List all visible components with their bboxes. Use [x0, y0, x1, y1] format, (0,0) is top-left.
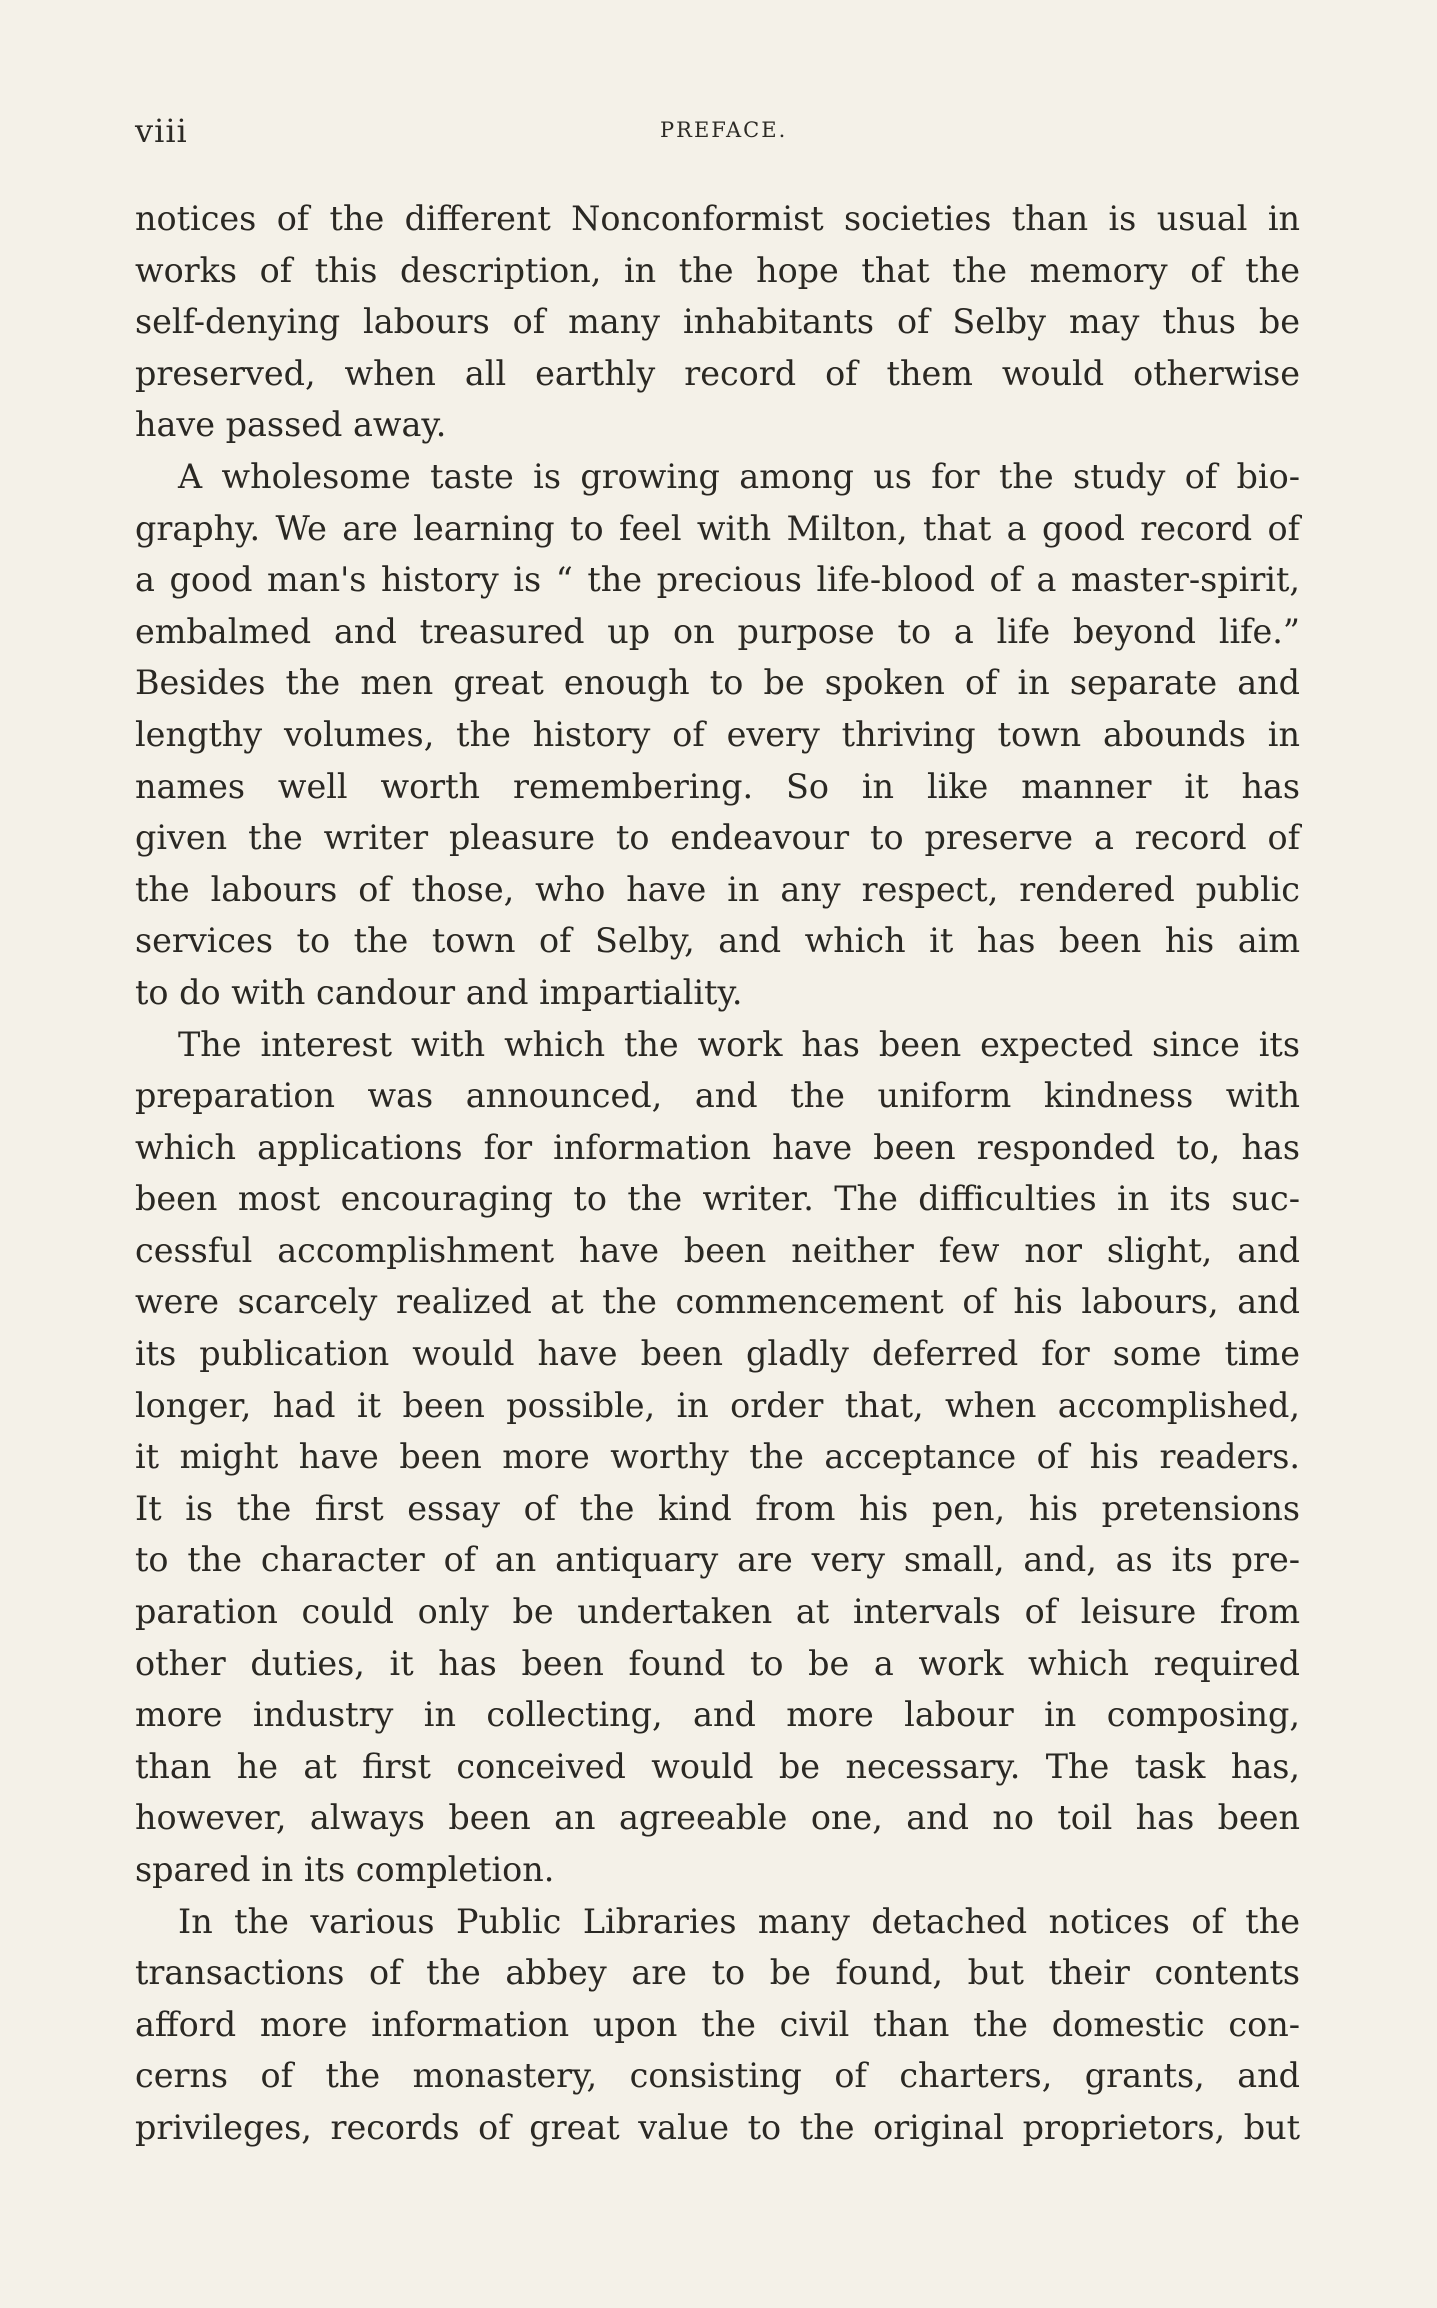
text-line: to the character of an antiquary are very small, and, as its pre-: [135, 1540, 1300, 1580]
text-line: works of this description, in the hope that the memory of the: [135, 250, 1300, 290]
text-line: to do with candour and impartiality.: [135, 972, 743, 1012]
text-line: The interest with which the work has been expected since its: [178, 1024, 1300, 1064]
text-line: preparation was announced, and the uniform kindness with: [135, 1076, 1300, 1116]
text-line: spared in its completion.: [135, 1850, 555, 1889]
running-head: [135, 112, 1295, 152]
text-line: transactions of the abbey are to be found, but their contents: [135, 1953, 1300, 1993]
text-line: than he at first conceived would be necessary. The task has,: [135, 1746, 1300, 1786]
text-line: privileges, records of great value to the original proprietors, but: [135, 2107, 1300, 2147]
paragraph: [135, 1019, 1300, 1896]
text-line: embalmed and treasured up on purpose to a life beyond life.”: [135, 611, 1300, 651]
paragraph: [135, 193, 1300, 451]
text-line: its publication would have been gladly deferred for some time: [135, 1334, 1300, 1374]
paragraph: [135, 451, 1300, 1019]
text-line: it might have been more worthy the acceptance of his readers.: [135, 1437, 1300, 1477]
page-number: viii: [135, 112, 188, 150]
text-line: services to the town of Selby, and which it has been his aim: [135, 921, 1300, 961]
text-line: cessful accomplishment have been neither few nor slight, and: [135, 1230, 1300, 1270]
text-line: A wholesome taste is growing among us for the study of bio-: [178, 456, 1300, 496]
running-title: PREFACE.: [660, 118, 788, 142]
text-line: It is the first essay of the kind from his pen, his pretensions: [135, 1488, 1300, 1528]
text-line: names well worth remembering. So in like manner it has: [135, 766, 1300, 806]
text-line: more industry in collecting, and more labour in composing,: [135, 1695, 1300, 1735]
text-line: paration could only be undertaken at intervals of leisure from: [135, 1592, 1300, 1632]
body-text: [135, 193, 1300, 2154]
text-line: have passed away.: [135, 405, 447, 445]
text-line: lengthy volumes, the history of every thriving town abounds in: [135, 714, 1300, 754]
text-line: notices of the different Nonconformist societies than is usual in: [135, 199, 1300, 238]
text-line: however, always been an agreeable one, and no toil has been: [135, 1798, 1300, 1838]
text-line: cerns of the monastery, consisting of charters, grants, and: [135, 2056, 1300, 2096]
text-line: preserved, when all earthly record of them would otherwise: [135, 353, 1300, 393]
text-line: afford more information upon the civil than the domestic con-: [135, 2004, 1300, 2044]
text-line: self-denying labours of many inhabitants of Selby may thus be: [135, 302, 1300, 342]
text-line: been most encouraging to the writer. The difficulties in its suc-: [135, 1179, 1300, 1219]
text-line: other duties, it has been found to be a work which required: [135, 1643, 1300, 1683]
text-line: the labours of those, who have in any respect, rendered public: [135, 869, 1300, 909]
text-line: In the various Public Libraries many detached notices of the: [178, 1901, 1300, 1941]
text-line: Besides the men great enough to be spoken of in separate and: [135, 663, 1300, 703]
text-line: a good man's history is “ the precious life-blood of a master-spirit,: [135, 560, 1300, 600]
paragraph: [135, 1896, 1300, 2154]
text-line: longer, had it been possible, in order that, when accomplished,: [135, 1385, 1300, 1425]
text-line: given the writer pleasure to endeavour to preserve a record of: [135, 818, 1300, 858]
text-line: graphy. We are learning to feel with Milton, that a good record of: [135, 508, 1300, 548]
text-line: which applications for information have been responded to, has: [135, 1127, 1300, 1167]
text-line: were scarcely realized at the commencement of his labours, and: [135, 1282, 1300, 1322]
